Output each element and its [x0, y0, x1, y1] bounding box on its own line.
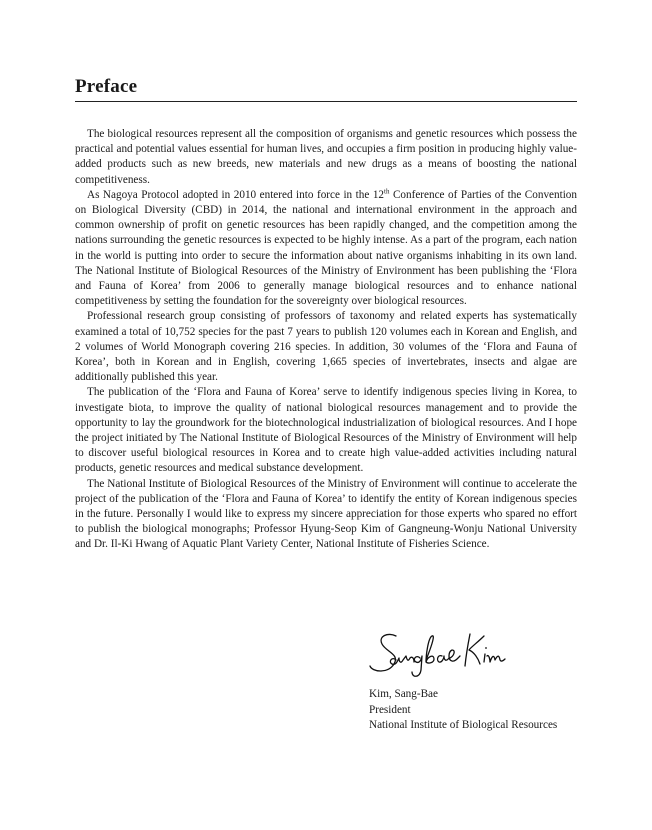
signatory-name: Kim, Sang-Bae: [369, 688, 438, 700]
preface-body: [75, 127, 577, 553]
paragraph-2-start: As Nagoya Protocol adopted in 2010 entered into force in the 12: [87, 188, 385, 201]
paragraph-2-end: Conference of Parties of the Convention on Biological Diversity (CBD) in 2014, the national and international environment in the approach and common ownership of profit on genetic resources has been rapidly changed, and the competition among the nations surrounding the genetic resources is expected to be highly intense. As a part of the program, each nation in the world is putting into order to secure the information about native organisms inhabiting in its own land. The National Institute of Biological Resources of the Ministry of Environment has been publishing the ‘Flora and Fauna of Korea’ from 2006 to generally manage biological resources and to enhance national competitiveness by setting the foundation for the sovereignty over biological resources.: [75, 188, 577, 308]
paragraph-1: The biological resources represent all the composition of organisms and genetic resources which possess the practical and potential values essential for human lives, and occupies a firm position in producing highly value-added products such as new breeds, new materials and new drugs as a means of boosting the national competitiveness.: [75, 128, 577, 186]
paragraph-3: Professional research group consisting of professors of taxonomy and related experts has systematically examined a total of 10,752 species for the past 7 years to publish 120 volumes each in Korean and English, and 2 volumes of World Monograph covering 216 species. In addition, 30 volumes of the ‘Flora and Fauna of Korea’, both in Korean and in English, covering 1,665 species of invertebrates, insects and algae are additionally published this year.: [75, 310, 577, 384]
signature-block: [369, 687, 557, 734]
title-underline: [75, 101, 577, 102]
signatory-organization: National Institute of Biological Resources: [369, 719, 558, 731]
page-title: Preface: [75, 76, 138, 97]
signatory-position: President: [369, 703, 411, 716]
paragraph-4: The publication of the ‘Flora and Fauna of Korea’ serve to identify indigenous species living in Korea, to investigate biota, to improve the quality of national biological resources management and to provide the opportunity to lay the groundwork for the biotechnological industrialization of biological resources. And I hope the project initiated by The National Institute of Biological Resources of the Ministry of Environment will help to discover useful biological resources in Korea and to create high value-added activities including natural products, genetic resources and medical substance development.: [75, 386, 577, 475]
paragraph-2: [75, 188, 577, 310]
ordinal-superscript: th: [384, 187, 390, 196]
paragraph-5: The National Institute of Biological Resources of the Ministry of Environment will continue to accelerate the project of the publication of the ‘Flora and Fauna of Korea’ to identify the entity of Korean indigenous species in the future. Personally I would like to express my sincere appreciation for those experts who spared no effort to publish the biological monographs; Professor Hyung-Seop Kim of Gangneung-Wonju National University and Dr. Il-Ki Hwang of Aquatic Plant Variety Center, National Institute of Fisheries Science.: [75, 477, 577, 551]
handwritten-signature: [366, 626, 506, 682]
